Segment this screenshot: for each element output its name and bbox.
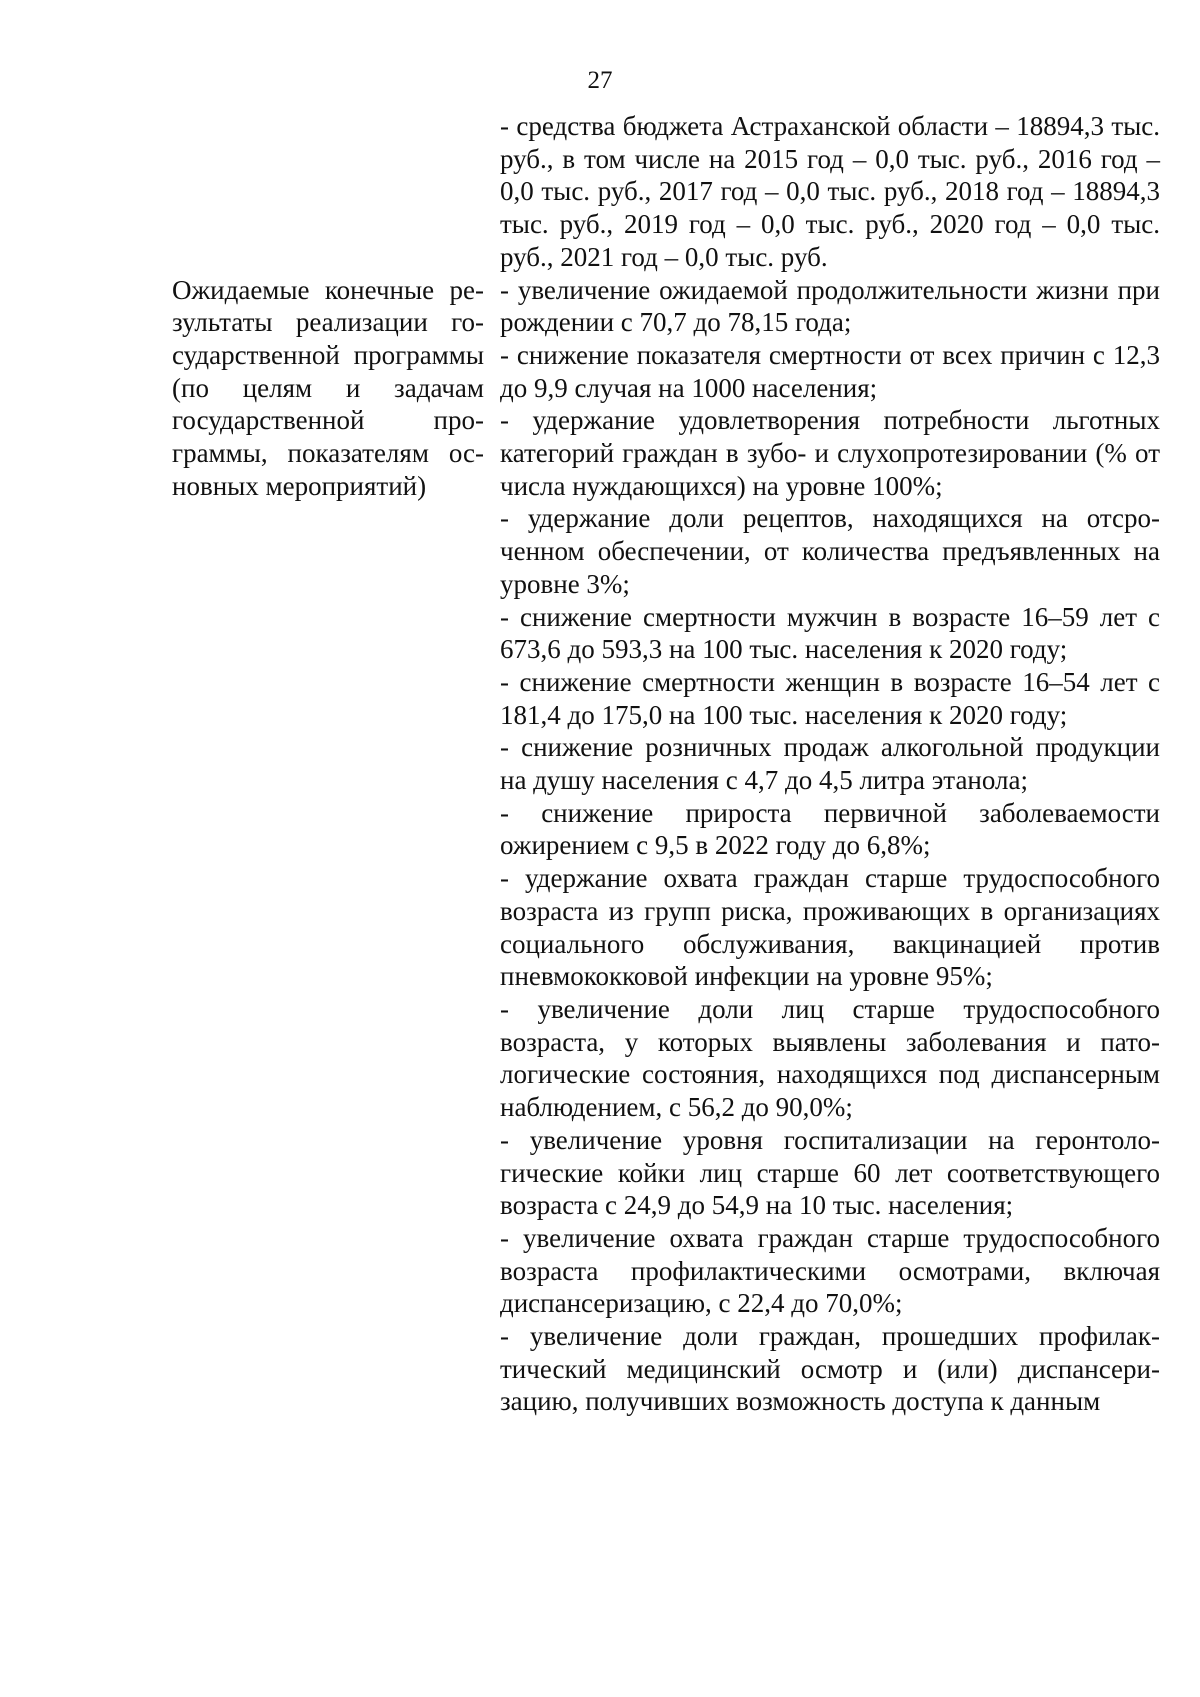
result-item: - снижение прироста первичной заболеваемости ожирением с 9,5 в 2022 году до 6,8%; bbox=[500, 797, 1160, 861]
result-item: - снижение смертности женщин в возрасте 16–54 лет с 181,4 до 175,0 на 100 тыс. населения к 2020 году; bbox=[500, 666, 1160, 730]
result-item: - удержание доли рецептов, находящихся на отсроченном обеспечении, от количества предъявленных на уровне 3%; bbox=[500, 503, 1160, 599]
result-item: - увеличение охвата граждан старше трудоспособного возраста профилактическими осмотрами, включая диспансеризацию, с 22,4 до 70,0%; bbox=[500, 1222, 1160, 1319]
page-number: 27 bbox=[587, 67, 613, 94]
funding-value-cell bbox=[500, 110, 1160, 274]
result-item: - снижение показателя смертности от всех причин с 12,3 до 9,9 случая на 1000 населения; bbox=[500, 339, 1160, 403]
result-item: - удержание удовлетворения потребности льготных категорий граждан в зубо- и слухопротезировании (% от числа нуждающихся) на уровне 100%; bbox=[500, 405, 1160, 501]
results-row bbox=[172, 274, 1160, 1419]
results-list bbox=[500, 274, 1160, 1419]
result-item: - увеличение доли лиц старше трудоспособного возраста, у которых выявлены заболевания и патологические состояния, находящихся под диспансерным наблюдением, с 56,2 до 90,0%; bbox=[500, 993, 1160, 1123]
result-item: - увеличение уровня госпитализации на геронтологические койки лиц старше 60 лет соответствующего возраста с 24,9 до 54,9 на 10 тыс. населения; bbox=[500, 1124, 1160, 1221]
funding-row bbox=[172, 110, 1160, 274]
results-label: Ожидаемые конечные результаты реализации государственной программы (по целям и задачам государственной программы, показателям основных мероприятий) bbox=[172, 274, 484, 501]
funding-item: - средства бюджета Астраханской области – 18894,3 тыс. руб., в том числе на 2015 год – 0,0 тыс. руб., 2016 год – 0,0 тыс. руб., 2017 год – 0,0 тыс. руб., 2018 год – 18894,3 тыс. руб., 2019 год – 0,0 тыс. руб., 2020 год – 0,0 тыс. руб., 2021 год – 0,0 тыс. руб. bbox=[500, 111, 1160, 272]
result-item: - снижение розничных продаж алкогольной продукции на душу населения с 4,7 до 4,5 литра этанола; bbox=[500, 732, 1160, 796]
program-passport-table bbox=[172, 110, 1160, 1418]
result-item: - увеличение ожидаемой продолжительности жизни при рождении с 70,7 до 78,15 года; bbox=[500, 274, 1160, 338]
result-item: - удержание охвата граждан старше трудоспособного возраста из групп риска, проживающих в организациях социального обслуживания, вакцинацией против пневмококковой инфекции на уровне 95%; bbox=[500, 863, 1160, 992]
result-item: - снижение смертности мужчин в возрасте 16–59 лет с 673,6 до 593,3 на 100 тыс. населения к 2020 году; bbox=[500, 601, 1160, 665]
result-item: - увеличение доли граждан, прошедших профилактический медицинский осмотр и (или) диспансеризацию, получивших возможность доступа к данным bbox=[500, 1321, 1160, 1417]
